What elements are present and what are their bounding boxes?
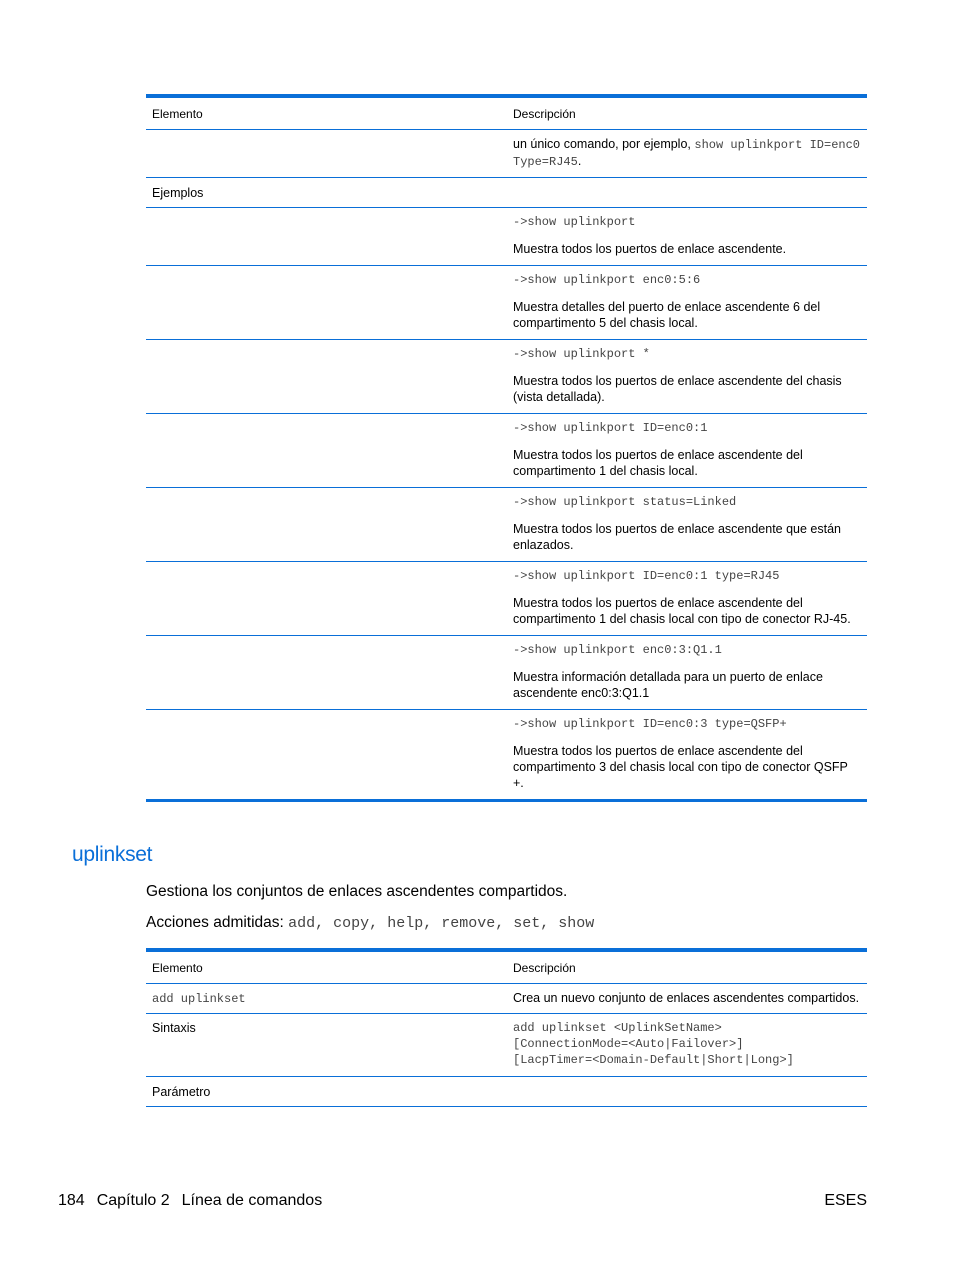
col-header-description: Descripción (507, 950, 867, 984)
example-cell (507, 562, 867, 636)
supported-actions (146, 914, 594, 932)
table-uplinkport-continued (146, 94, 867, 802)
element-command: add uplinkset (152, 992, 246, 1006)
element-cell (146, 266, 507, 340)
description-cell (507, 178, 867, 208)
example-description: Muestra todos los puertos de enlace ascendente que están enlazados. (513, 522, 841, 552)
example-description: Muestra todos los puertos de enlace ascendente del compartimento 1 del chasis local. (513, 448, 803, 478)
table-row (146, 488, 867, 562)
element-cell (146, 208, 507, 266)
col-header-element: Elemento (146, 96, 507, 130)
example-command: ->show uplinkport * (513, 347, 650, 361)
table-row (146, 414, 867, 488)
section-title: uplinkset (72, 843, 153, 866)
parameter-label: Parámetro (146, 1077, 507, 1107)
table-row (146, 562, 867, 636)
example-command: ->show uplinkport ID=enc0:3 type=QSFP+ (513, 717, 787, 731)
element-cell (146, 488, 507, 562)
col-header-element: Elemento (146, 950, 507, 984)
example-description: Muestra información detallada para un puerto de enlace ascendente enc0:3:Q1.1 (513, 670, 823, 700)
element-cell (146, 562, 507, 636)
description-suffix: . (577, 154, 582, 168)
example-description: Muestra detalles del puerto de enlace ascendente 6 del compartimento 5 del chasis local. (513, 300, 821, 330)
col-header-description: Descripción (507, 96, 867, 130)
syntax-line: add uplinkset <UplinkSetName> (513, 1021, 722, 1035)
table-row (146, 208, 867, 266)
table-row (146, 710, 867, 801)
example-cell (507, 266, 867, 340)
table-row (146, 340, 867, 414)
example-cell (507, 710, 867, 801)
example-cell (507, 208, 867, 266)
table-row (146, 636, 867, 710)
table-header-row (146, 950, 867, 984)
actions-list: add, copy, help, remove, set, show (288, 915, 595, 932)
table-row (146, 1014, 867, 1077)
example-command: ->show uplinkport ID=enc0:1 type=RJ45 (513, 569, 780, 583)
syntax-label: Sintaxis (146, 1014, 507, 1077)
element-cell (146, 984, 507, 1014)
page-footer (58, 1192, 322, 1210)
example-command: ->show uplinkport ID=enc0:1 (513, 421, 708, 435)
section-intro: Gestiona los conjuntos de enlaces ascendentes compartidos. (146, 883, 568, 900)
syntax-cell (507, 1014, 867, 1077)
element-cell (146, 340, 507, 414)
syntax-line: [ConnectionMode=<Auto|Failover>] (513, 1037, 744, 1051)
table-row (146, 130, 867, 178)
element-cell (146, 710, 507, 801)
example-cell (507, 488, 867, 562)
table-row-examples-label (146, 178, 867, 208)
table-row-parameter-label (146, 1077, 867, 1107)
table-row (146, 984, 867, 1014)
description-cell (507, 984, 867, 1014)
example-cell (507, 414, 867, 488)
example-cell (507, 636, 867, 710)
examples-label: Ejemplos (146, 178, 507, 208)
example-command: ->show uplinkport enc0:3:Q1.1 (513, 643, 722, 657)
code-inline: show uplinkport ID=enc0 Type=RJ45 (513, 138, 861, 169)
element-cell (146, 130, 507, 178)
table-row (146, 266, 867, 340)
syntax-line: [LacpTimer=<Domain-Default|Short|Long>] (513, 1053, 794, 1067)
page-number: 184 (58, 1192, 85, 1209)
element-cell (146, 414, 507, 488)
example-description: Muestra todos los puertos de enlace ascendente del chasis (vista detallada). (513, 374, 842, 404)
table-header-row (146, 96, 867, 130)
example-command: ->show uplinkport enc0:5:6 (513, 273, 701, 287)
actions-label: Acciones admitidas (146, 914, 280, 931)
description-text: Crea un nuevo conjunto de enlaces ascendentes compartidos. (513, 991, 860, 1005)
example-description: Muestra todos los puertos de enlace ascendente del compartimento 1 del chasis local con tipo de conector RJ-45. (513, 596, 851, 626)
table-uplinkset (146, 948, 867, 1107)
example-command: ->show uplinkport status=Linked (513, 495, 737, 509)
example-command: ->show uplinkport (513, 215, 636, 229)
footer-chapter-title: Línea de comandos (181, 1192, 323, 1209)
footer-locale: ESES (824, 1192, 867, 1209)
actions-colon: : (279, 914, 289, 931)
description-cell (507, 1077, 867, 1107)
footer-chapter: Capítulo 2 (96, 1192, 170, 1209)
description-cell (507, 130, 867, 178)
example-description: Muestra todos los puertos de enlace ascendente del compartimento 3 del chasis local con tipo de conector QSFP +. (513, 744, 848, 790)
element-cell (146, 636, 507, 710)
description-text: un único comando, por ejemplo, (513, 137, 695, 151)
example-description: Muestra todos los puertos de enlace ascendente. (513, 242, 787, 256)
example-cell (507, 340, 867, 414)
